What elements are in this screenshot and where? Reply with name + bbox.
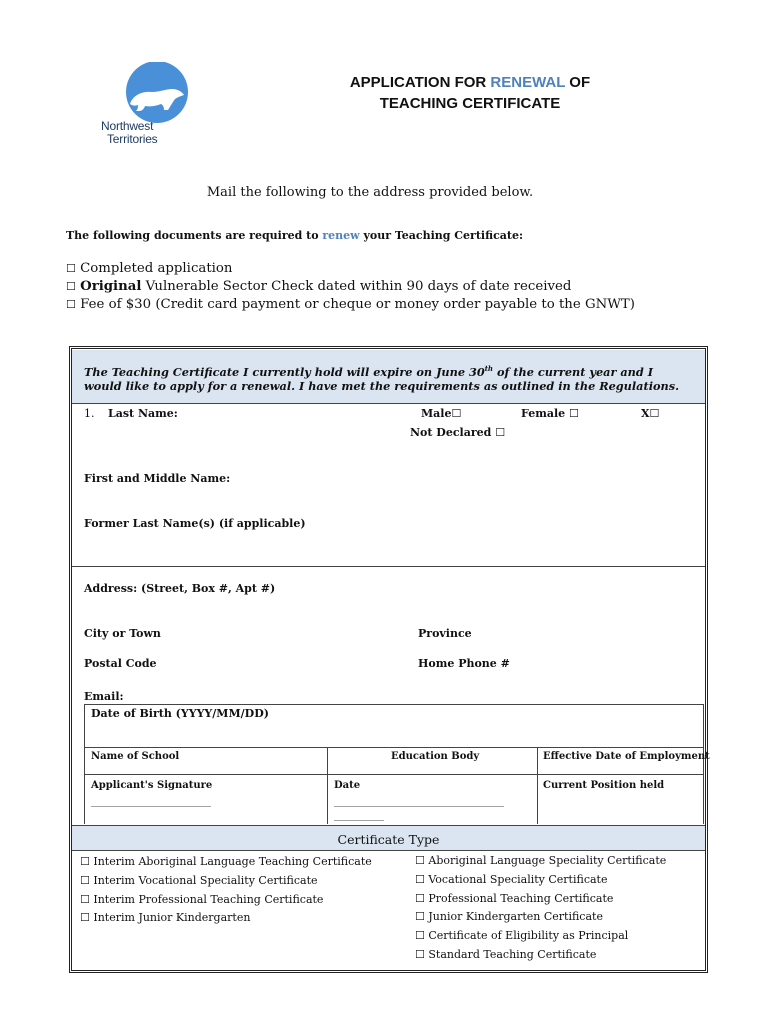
- postal-code-label[interactable]: Postal Code: [84, 657, 157, 670]
- certificate-type-title: Certificate Type: [337, 832, 440, 847]
- certificate-option[interactable]: [80, 853, 372, 872]
- intro-sup: th: [484, 364, 494, 373]
- title-line2: TEACHING CERTIFICATE: [379, 95, 561, 112]
- first-middle-name-label[interactable]: First and Middle Name:: [84, 472, 231, 485]
- mail-instruction: Mail the following to the address provided below.: [206, 185, 534, 200]
- certificate-option[interactable]: [415, 852, 666, 871]
- certificate-list-right: [415, 852, 666, 965]
- table-col-divider: [537, 747, 538, 824]
- checklist-item[interactable]: [66, 260, 635, 278]
- not-declared-label: Not Declared: [410, 426, 492, 439]
- certificate-list-left: [80, 853, 372, 928]
- page-title: [300, 72, 640, 114]
- document-checklist: [66, 260, 635, 314]
- checkbox-icon[interactable]: ☐: [80, 873, 90, 887]
- date-line[interactable]: __________________________________: [334, 796, 504, 807]
- effective-date-label[interactable]: Effective Date of Employment: [543, 751, 710, 762]
- male-label: Male: [421, 407, 452, 420]
- checklist-label: Completed application: [80, 261, 233, 276]
- intro-pre: The Teaching Certificate I currently hold will expire on June 30: [84, 364, 485, 379]
- divider: [72, 566, 705, 567]
- province-label[interactable]: Province: [418, 627, 472, 640]
- table-divider: [84, 747, 704, 748]
- checkbox-icon[interactable]: ☐: [415, 854, 425, 867]
- last-name-label[interactable]: Last Name:: [108, 407, 178, 420]
- checkbox-icon[interactable]: ☐: [80, 911, 90, 925]
- title-post: OF: [565, 74, 591, 91]
- certificate-label: Aboriginal Language Speciality Certificate: [428, 854, 667, 867]
- certificate-option[interactable]: [415, 908, 666, 927]
- intro-post: of the current year and I would like to apply for a renewal. I have met the requirements as outlined in the Regulations.: [84, 364, 680, 393]
- certificate-option[interactable]: [415, 890, 666, 909]
- checkbox-icon[interactable]: ☐: [415, 929, 425, 943]
- certificate-option[interactable]: [415, 871, 666, 890]
- checklist-item[interactable]: [66, 296, 635, 314]
- x-label: X: [641, 407, 650, 420]
- certificate-label: Professional Teaching Certificate: [428, 891, 614, 905]
- checkbox-icon[interactable]: ☐: [415, 910, 425, 924]
- title-pre: APPLICATION FOR: [349, 74, 491, 91]
- certificate-label: Interim Vocational Speciality Certificate: [93, 873, 318, 887]
- logo-wordmark: [101, 120, 157, 146]
- address-label[interactable]: Address: (Street, Box #, Apt #): [84, 582, 276, 595]
- former-last-name-label[interactable]: Former Last Name(s) (if applicable): [84, 517, 306, 530]
- checkbox-icon[interactable]: ☐: [80, 892, 90, 906]
- email-label[interactable]: Email:: [84, 690, 124, 703]
- certificate-label: Interim Junior Kindergarten: [93, 911, 251, 925]
- education-body-label[interactable]: Education Body: [391, 751, 480, 762]
- signature-line[interactable]: ________________________: [91, 796, 211, 807]
- certificate-label: Vocational Speciality Certificate: [428, 872, 608, 886]
- table-col-divider: [327, 747, 328, 824]
- certificate-label: Standard Teaching Certificate: [428, 947, 597, 961]
- item-number: 1.: [84, 407, 95, 420]
- female-option[interactable]: [521, 407, 579, 420]
- certificate-label: Interim Aboriginal Language Teaching Certificate: [93, 855, 372, 868]
- checklist-item[interactable]: [66, 278, 635, 296]
- certificate-label: Junior Kindergarten Certificate: [428, 910, 603, 924]
- logo-line2: Territories: [107, 132, 158, 146]
- checklist-label: Vulnerable Sector Check dated within 90 days of date received: [141, 279, 572, 294]
- docs-accent: renew: [322, 229, 360, 242]
- signature-label[interactable]: Applicant's Signature: [91, 780, 213, 791]
- certificate-option[interactable]: [415, 946, 666, 965]
- current-position-label[interactable]: Current Position held: [543, 780, 665, 791]
- certificate-option[interactable]: [415, 927, 666, 946]
- female-label: Female: [521, 407, 566, 420]
- title-line1: [300, 72, 640, 93]
- certificate-option[interactable]: [80, 872, 372, 891]
- dob-label[interactable]: Date of Birth (YYYY/MM/DD): [91, 707, 269, 720]
- checkbox-icon[interactable]: ☐: [66, 298, 76, 311]
- checkbox-icon[interactable]: ☐: [66, 262, 76, 275]
- checkbox-icon[interactable]: ☐: [80, 855, 90, 868]
- checkbox-icon[interactable]: ☐: [495, 426, 506, 439]
- certificate-label: Interim Professional Teaching Certificate: [93, 892, 324, 906]
- date-label[interactable]: Date: [334, 780, 361, 791]
- docs-pre: The following documents are required to: [66, 229, 323, 242]
- certificate-label: Certificate of Eligibility as Principal: [428, 929, 629, 943]
- school-label[interactable]: Name of School: [91, 751, 180, 762]
- checkbox-icon[interactable]: ☐: [649, 407, 660, 420]
- checkbox-icon[interactable]: ☐: [415, 891, 425, 905]
- city-label[interactable]: City or Town: [84, 627, 161, 640]
- x-option[interactable]: [641, 407, 659, 420]
- logo-line1: Northwest: [101, 119, 154, 133]
- date-line-cont: __________: [334, 810, 384, 821]
- docs-post: your Teaching Certificate:: [359, 229, 524, 242]
- title-accent: RENEWAL: [490, 74, 566, 91]
- form-intro: [84, 362, 689, 393]
- home-phone-label[interactable]: Home Phone #: [418, 657, 510, 670]
- checkbox-icon[interactable]: ☐: [415, 947, 425, 961]
- not-declared-option[interactable]: [410, 426, 505, 439]
- checklist-label-bold: Original: [80, 279, 142, 294]
- table-divider: [84, 774, 704, 775]
- docs-required: [66, 229, 523, 242]
- certificate-option[interactable]: [80, 891, 372, 910]
- male-option[interactable]: [421, 407, 461, 420]
- certificate-option[interactable]: [80, 909, 372, 928]
- checkbox-icon[interactable]: ☐: [415, 872, 425, 886]
- checkbox-icon[interactable]: ☐: [451, 407, 462, 420]
- checkbox-icon[interactable]: ☐: [66, 280, 76, 293]
- checklist-label: Fee of $30 (Credit card payment or cheque or money order payable to the GNWT): [80, 297, 635, 312]
- checkbox-icon[interactable]: ☐: [569, 407, 579, 420]
